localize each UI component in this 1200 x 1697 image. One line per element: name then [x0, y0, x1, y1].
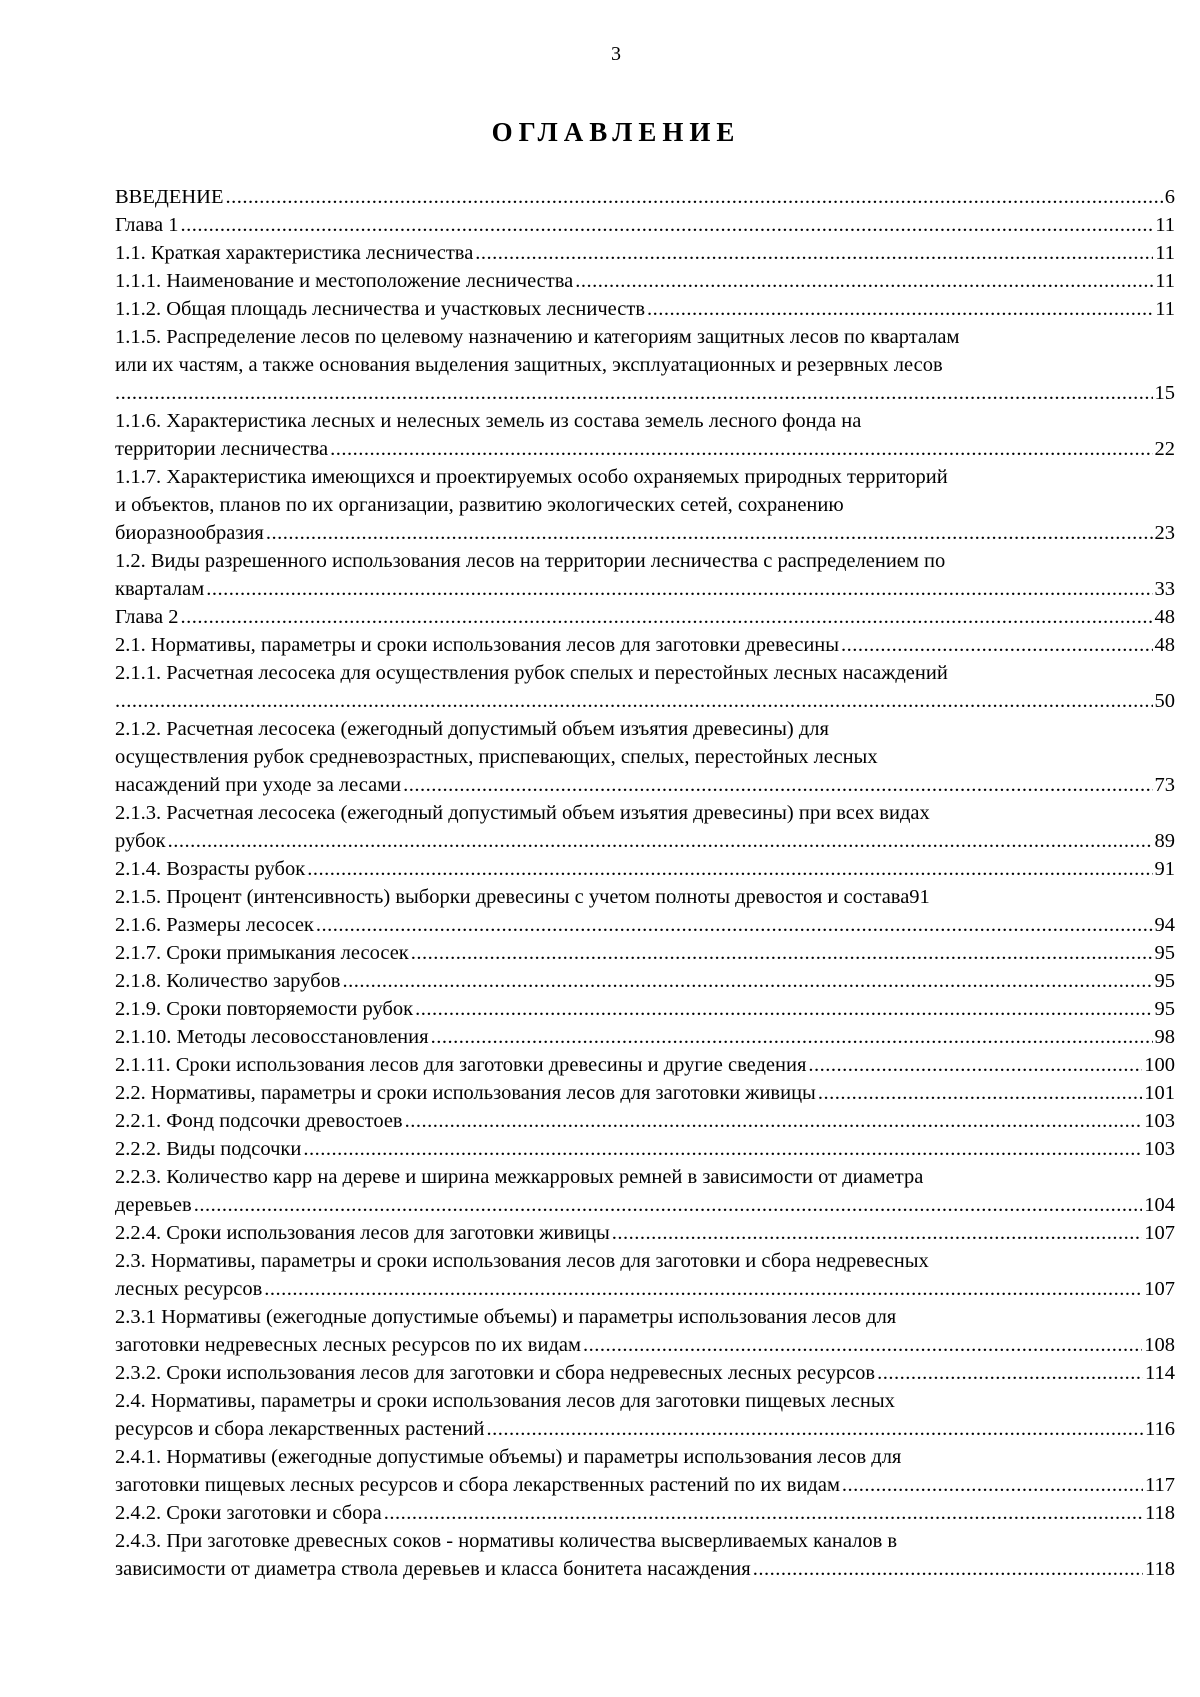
toc-entry-page: 95: [1154, 998, 1175, 1020]
toc-title: ОГЛАВЛЕНИЕ: [491, 117, 741, 147]
dot-leader: [647, 295, 1153, 323]
toc-entry-line: [115, 183, 1175, 211]
toc-entry[interactable]: [115, 715, 1175, 799]
dot-leader: [226, 183, 1163, 211]
toc-entry-page: 48: [1154, 634, 1175, 656]
toc-entry[interactable]: [115, 463, 1175, 547]
dot-leader: [181, 211, 1154, 239]
toc-entry[interactable]: [115, 295, 1175, 323]
toc-entry[interactable]: [115, 1443, 1175, 1499]
dot-leader: [431, 1023, 1153, 1051]
toc-entry-line: [115, 827, 1175, 855]
toc-entry[interactable]: [115, 183, 1175, 211]
toc-entry-label: 2.1.5. Процент (интенсивность) выборки древесины с учетом полноты древостоя и состава91: [115, 886, 930, 908]
dot-leader: [206, 575, 1152, 603]
toc-entry-label: 2.1.4. Возрасты рубок: [115, 858, 306, 880]
dot-leader: [487, 1415, 1144, 1443]
toc-entry[interactable]: [115, 1499, 1175, 1527]
toc-entry-label: территории лесничества: [115, 438, 329, 460]
toc-entry[interactable]: [115, 883, 1175, 911]
toc-entry-label: 2.1.8. Количество зарубов: [115, 970, 341, 992]
dot-leader: [194, 1191, 1143, 1219]
toc-entry-line: [115, 967, 1175, 995]
toc-entry-label: 2.1.7. Сроки примыкания лесосек: [115, 942, 409, 964]
dot-leader: [475, 239, 1153, 267]
toc-entry-line: [115, 211, 1175, 239]
dot-leader: [307, 855, 1152, 883]
toc-entry-page: 118: [1145, 1558, 1175, 1580]
dot-leader: [303, 1135, 1142, 1163]
toc-entry-label: 1.1.1. Наименование и местоположение лесничества: [115, 270, 574, 292]
toc-entry-page: 73: [1154, 774, 1175, 796]
toc-entry[interactable]: [115, 1163, 1175, 1219]
dot-leader: [842, 1471, 1143, 1499]
toc-entry-line: [115, 939, 1175, 967]
toc-entry-page: 103: [1144, 1138, 1175, 1160]
toc-entry-label: 1.2. Виды разрешенного использования лесов на территории лесничества с распределением по: [115, 550, 946, 572]
toc-entry-label: Глава 1: [115, 214, 179, 236]
toc-entry[interactable]: [115, 1051, 1175, 1079]
toc-entry-label: 1.1.7. Характеристика имеющихся и проектируемых особо охраняемых природных территорий: [115, 466, 948, 488]
toc-entry-page: 114: [1145, 1362, 1175, 1384]
toc-entry-line: [115, 1331, 1175, 1359]
toc-entry-page: 118: [1145, 1502, 1175, 1524]
toc-entry-page: 15: [1154, 382, 1175, 404]
dot-leader: [411, 939, 1153, 967]
toc-entry-line: [115, 1135, 1175, 1163]
toc-entry[interactable]: [115, 1247, 1175, 1303]
toc-entry-line: [115, 1275, 1175, 1303]
toc-entry-label: 1.1.6. Характеристика лесных и нелесных земель из состава земель лесного фонда на: [115, 410, 862, 432]
toc-entry-page: 91: [1154, 858, 1175, 880]
toc-entry-label: и объектов, планов по их организации, развитию экологических сетей, сохранению: [115, 494, 844, 516]
toc-entry-page: 95: [1154, 942, 1175, 964]
toc-entry-page: 23: [1154, 522, 1175, 544]
toc-entry-label: ВВЕДЕНИЕ: [115, 186, 224, 208]
dot-leader: [575, 267, 1153, 295]
toc-entry-page: 101: [1144, 1082, 1175, 1104]
toc-entry-label: кварталам: [115, 578, 205, 600]
dot-leader: [877, 1359, 1143, 1387]
toc-entry-page: 104: [1144, 1194, 1175, 1216]
toc-entry[interactable]: [115, 995, 1175, 1023]
toc-entry-line: [115, 1471, 1175, 1499]
toc-entry-page: 98: [1154, 1026, 1175, 1048]
toc-entry-page: 107: [1144, 1222, 1175, 1244]
toc-entry-label: осуществления рубок средневозрастных, приспевающих, спелых, перестойных лесных: [115, 746, 878, 768]
toc-entry[interactable]: [115, 323, 1175, 407]
toc-entry-label: заготовки пищевых лесных ресурсов и сбора лекарственных растений по их видам: [115, 1474, 840, 1496]
toc-entry-label: 2.1. Нормативы, параметры и сроки использования лесов для заготовки древесины: [115, 634, 840, 656]
toc-entry-line: [115, 519, 1175, 547]
toc-entry-label: 2.1.1. Расчетная лесосека для осуществления рубок спелых и перестойных лесных насаждений: [115, 662, 948, 684]
dot-leader: [343, 967, 1153, 995]
toc-entry[interactable]: [115, 911, 1175, 939]
toc-entry-label: 1.1.5. Распределение лесов по целевому назначению и категориям защитных лесов по кварталам: [115, 326, 960, 348]
toc-entry-label: 2.4.1. Нормативы (ежегодные допустимые объемы) и параметры использования лесов для: [115, 1446, 902, 1468]
toc-entry-page: 89: [1154, 830, 1175, 852]
toc-entry-label: деревьев: [115, 1194, 192, 1216]
toc-entry[interactable]: [115, 659, 1175, 715]
toc-entry-line: [115, 911, 1175, 939]
toc-entry-label: рубок: [115, 830, 166, 852]
toc-entry-label: 2.3.2. Сроки использования лесов для заготовки и сбора недревесных лесных ресурсов: [115, 1362, 876, 1384]
toc-entry-line: [115, 1219, 1175, 1247]
toc-entry-label: 2.1.11. Сроки использования лесов для заготовки древесины и другие сведения: [115, 1054, 807, 1076]
dot-leader: [181, 603, 1153, 631]
dot-leader: [841, 631, 1152, 659]
toc-entry-page: 48: [1154, 606, 1175, 628]
toc-entry-line: [115, 1499, 1175, 1527]
toc-entry-label: насаждений при уходе за лесами: [115, 774, 402, 796]
toc-entry[interactable]: [115, 1023, 1175, 1051]
toc-entry-page: 6: [1164, 186, 1175, 208]
toc-entry-label: 2.1.6. Размеры лесосек: [115, 914, 314, 936]
toc-entry[interactable]: [115, 1359, 1175, 1387]
toc-entry-label: ресурсов и сбора лекарственных растений: [115, 1418, 485, 1440]
dot-leader: [405, 1107, 1143, 1135]
toc-entry-label: биоразнообразия: [115, 522, 264, 544]
toc-entry-label: 2.3. Нормативы, параметры и сроки использования лесов для заготовки и сбора недревесных: [115, 1250, 929, 1272]
dot-leader: [168, 827, 1153, 855]
toc-entry[interactable]: [115, 939, 1175, 967]
dot-leader: [612, 1219, 1142, 1247]
toc-entry-label: 2.1.10. Методы лесовосстановления: [115, 1026, 429, 1048]
toc-entry-page: 11: [1155, 298, 1175, 320]
toc-entry-label: 2.1.9. Сроки повторяемости рубок: [115, 998, 414, 1020]
toc-entry-page: 11: [1155, 242, 1175, 264]
toc-entry[interactable]: [115, 239, 1175, 267]
toc-entry[interactable]: [115, 267, 1175, 295]
dot-leader: [753, 1555, 1143, 1583]
toc-entry-page: 108: [1144, 1334, 1175, 1356]
dot-leader: [316, 911, 1153, 939]
toc-entry-label: 1.1.2. Общая площадь лесничества и участковых лесничеств: [115, 298, 645, 320]
dot-leader: [115, 687, 1153, 715]
toc-entry-line: [115, 631, 1175, 659]
toc-entry[interactable]: [115, 603, 1175, 631]
toc-entry-page: 103: [1144, 1110, 1175, 1132]
table-of-contents: [115, 183, 1175, 1583]
toc-entry[interactable]: [115, 547, 1175, 603]
toc-entry-label: 2.2.4. Сроки использования лесов для заготовки живицы: [115, 1222, 610, 1244]
toc-entry-line: [115, 295, 1175, 323]
toc-entry-line: [115, 687, 1175, 715]
toc-entry-line: [115, 1107, 1175, 1135]
toc-entry-line: [115, 603, 1175, 631]
toc-entry-label: 2.2.3. Количество карр на дереве и ширина межкарровых ремней в зависимости от диаметра: [115, 1166, 924, 1188]
toc-entry[interactable]: [115, 1079, 1175, 1107]
toc-entry-line: [115, 1079, 1175, 1107]
toc-entry[interactable]: [115, 799, 1175, 855]
toc-entry-page: 95: [1154, 970, 1175, 992]
toc-entry[interactable]: [115, 211, 1175, 239]
toc-entry[interactable]: [115, 1135, 1175, 1163]
toc-entry-line: [115, 1023, 1175, 1051]
dot-leader: [818, 1079, 1142, 1107]
dot-leader: [583, 1331, 1142, 1359]
toc-entry-page: 117: [1145, 1474, 1175, 1496]
page-number: 3: [611, 43, 621, 65]
toc-entry-label: 2.2.1. Фонд подсочки древостоев: [115, 1110, 403, 1132]
dot-leader: [415, 995, 1152, 1023]
toc-entry-line: [115, 1191, 1175, 1219]
dot-leader: [266, 519, 1153, 547]
toc-entry-page: 11: [1155, 270, 1175, 292]
toc-entry-label: 2.3.1 Нормативы (ежегодные допустимые объемы) и параметры использования лесов для: [115, 1306, 897, 1328]
toc-entry-page: 116: [1145, 1418, 1175, 1440]
toc-entry-page: 22: [1154, 438, 1175, 460]
toc-entry-page: 107: [1144, 1278, 1175, 1300]
toc-entry-label: зависимости от диаметра ствола деревьев и класса бонитета насаждения: [115, 1558, 751, 1580]
toc-entry[interactable]: [115, 967, 1175, 995]
toc-entry-page: 100: [1144, 1054, 1175, 1076]
toc-entry-label: 2.4.2. Сроки заготовки и сбора: [115, 1502, 382, 1524]
dot-leader: [384, 1499, 1143, 1527]
toc-entry[interactable]: [115, 855, 1175, 883]
toc-entry-line: [115, 771, 1175, 799]
toc-entry-label: Глава 2: [115, 606, 179, 628]
toc-entry[interactable]: [115, 407, 1175, 463]
toc-entry[interactable]: [115, 1219, 1175, 1247]
toc-entry-line: [115, 1415, 1175, 1443]
toc-entry-page: 11: [1155, 214, 1175, 236]
toc-entry-line: [115, 575, 1175, 603]
toc-entry-label: 2.2. Нормативы, параметры и сроки использования лесов для заготовки живицы: [115, 1082, 816, 1104]
toc-entry-line: [115, 435, 1175, 463]
toc-entry[interactable]: [115, 1527, 1175, 1583]
toc-entry-label: 2.4. Нормативы, параметры и сроки использования лесов для заготовки пищевых лесных: [115, 1390, 895, 1412]
toc-entry-label: 2.1.3. Расчетная лесосека (ежегодный допустимый объем изъятия древесины) при всех видах: [115, 802, 930, 824]
toc-entry-label: 2.2.2. Виды подсочки: [115, 1138, 302, 1160]
toc-entry-line: [115, 995, 1175, 1023]
toc-entry-line: [115, 267, 1175, 295]
dot-leader: [115, 379, 1153, 407]
toc-entry-page: 33: [1154, 578, 1175, 600]
dot-leader: [264, 1275, 1142, 1303]
toc-entry-line: [115, 379, 1175, 407]
toc-entry-line: [115, 239, 1175, 267]
toc-entry-label: или их частям, а также основания выделения защитных, эксплуатационных и резервных лесов: [115, 354, 943, 376]
dot-leader: [330, 435, 1152, 463]
toc-entry-page: 50: [1154, 690, 1175, 712]
toc-entry-line: [115, 1051, 1175, 1079]
toc-entry-label: заготовки недревесных лесных ресурсов по их видам: [115, 1334, 581, 1356]
toc-entry-label: 2.1.2. Расчетная лесосека (ежегодный допустимый объем изъятия древесины) для: [115, 718, 829, 740]
toc-entry-page: 94: [1154, 914, 1175, 936]
dot-leader: [403, 771, 1152, 799]
toc-entry-line: [115, 1359, 1175, 1387]
toc-entry-label: 2.4.3. При заготовке древесных соков - нормативы количества высверливаемых каналов в: [115, 1530, 898, 1552]
dot-leader: [808, 1051, 1142, 1079]
toc-entry-label: лесных ресурсов: [115, 1278, 263, 1300]
toc-entry-line: [115, 1555, 1175, 1583]
toc-entry[interactable]: [115, 631, 1175, 659]
toc-entry[interactable]: [115, 1303, 1175, 1359]
toc-entry-line: [115, 855, 1175, 883]
toc-entry-label: 1.1. Краткая характеристика лесничества: [115, 242, 474, 264]
toc-entry[interactable]: [115, 1107, 1175, 1135]
toc-entry[interactable]: [115, 1387, 1175, 1443]
